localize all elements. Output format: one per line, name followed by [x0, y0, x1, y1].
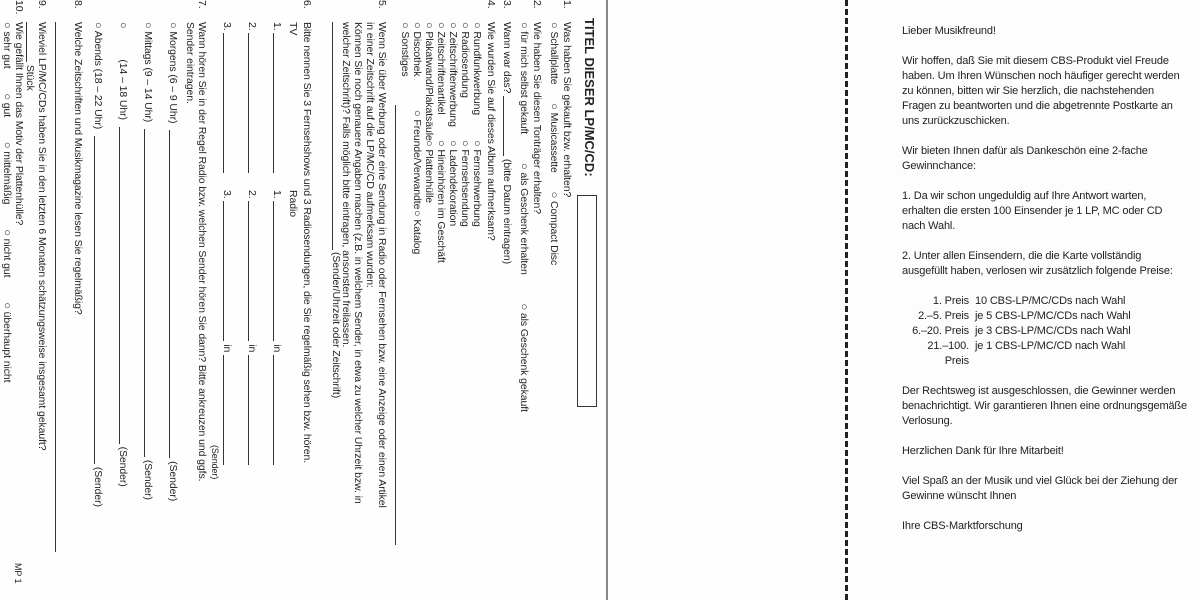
q10-text: Wie gefällt Ihnen das Motiv der Plattenhülle? — [13, 22, 25, 226]
q4-option-5[interactable]: ○ Zeitschriftenwerbung — [447, 22, 459, 127]
questionnaire-title: TITEL DIESER LP/MC/CD: — [582, 18, 597, 177]
q2-option-3[interactable]: ○ als Geschenk gekauft — [518, 303, 530, 412]
q3-hint: (bitte Datum eintragen) — [501, 158, 513, 265]
q4-option-1[interactable]: ○ Rundfunkwerbung — [471, 22, 483, 116]
q2-option-2[interactable]: ○ als Geschenk erhalten — [518, 162, 530, 275]
q6-radio-3[interactable]: 3. in — [220, 190, 233, 465]
q4-option-12[interactable]: ○ Freunde/Verwandte — [411, 110, 423, 210]
q4: 4.Wie wurden Sie auf dieses Album aufmerksam? — [485, 0, 497, 241]
q10-option-5[interactable]: ○ überhaupt nicht — [1, 302, 13, 383]
cover-letter — [902, 24, 1187, 549]
q4-option-8[interactable]: ○ Hineinhören im Geschäft — [435, 140, 447, 263]
q10-options — [0, 22, 13, 382]
q3-text: Wann war das? — [501, 22, 513, 94]
q4-option-11[interactable]: ○ Discothek — [411, 22, 423, 77]
q1-option-3[interactable]: ○ Compact Disc — [548, 191, 560, 266]
q1-option-1[interactable]: ○ Schallplatte — [548, 22, 560, 85]
q9: 9.Wieviel LP/MC/CDs haben Sie in den letzten 6 Monaten schätzungsweise insgesamt gekauft? — [36, 0, 48, 451]
q2-options — [517, 22, 530, 412]
q5-line-2: in einer Zeitschrift auf die LP/MC/CD aufmerksam wurden: — [364, 22, 376, 288]
q2: 2.Wie haben Sie diesen Tonträger erhalten? — [531, 0, 543, 214]
q2-text: Wie haben Sie diesen Tonträger erhalten? — [531, 22, 543, 214]
q8-entry-line[interactable] — [55, 22, 56, 552]
q7-slot-1[interactable]: ○ Morgens (6 – 9 Uhr) (Sender) — [167, 22, 179, 502]
q10-option-1[interactable]: ○ sehr gut — [1, 22, 13, 69]
q4-option-10[interactable]: ○ Plattenhülle — [423, 140, 435, 204]
q1-text: Was haben Sie gekauft bzw. erhalten? — [561, 22, 573, 198]
letter-signature: Ihre CBS-Marktforschung — [902, 520, 1023, 532]
q10-option-2[interactable]: ○ gut — [1, 93, 13, 118]
letter-chance-2: 2. Unter allen Einsendern, die die Karte vollständig ausgefüllt haben, verlosen wir zusätzlich folgende Preise: — [902, 250, 1173, 277]
q6-tv-1[interactable]: 1. — [270, 22, 283, 173]
q4-option-2[interactable]: ○ Fernsehwerbung — [471, 140, 483, 227]
q8-text: Welche Zeitschriften und Musikmagazine lesen Sie regelmäßig? — [72, 22, 84, 315]
q9-text: Wieviel LP/MC/CDs haben Sie in den letzten 6 Monaten schätzungsweise insgesamt gekauft? — [36, 22, 48, 451]
prize-row: 6.–20. Preis je 3 CBS-LP/MC/CDs nach Wahl — [912, 325, 1131, 337]
q6-tv-2[interactable]: 2. — [245, 22, 258, 173]
q7-line-2: Sender eintragen. — [184, 22, 196, 104]
q5-line-3: Können Sie noch genauere Angaben machen (z.B. in welchem Sender, in etwa zu welcher Uhrzeit bzw. in — [352, 22, 364, 504]
q6: 6.Bitte nennen Sie 3 Fernsehshows und 3 Radiosendungen, die Sie regelmäßig sehen bzw. hören. — [301, 0, 313, 464]
q3-date-field[interactable] — [503, 96, 513, 156]
q4-option-13[interactable]: ○ Katalog — [411, 210, 423, 255]
q6-text: Bitte nennen Sie 3 Fernsehshows und 3 Radiosendungen, die Sie regelmäßig sehen bzw. hören. — [301, 22, 313, 464]
letter-intro: Wir hoffen, daß Sie mit diesem CBS-Produkt viel Freude haben. Um Ihren Wünschen noch häufiger gerecht werden zu können, bitten wir Sie herzlich, die nachstehenden Fragen zu beantworten und die abgetrennte Postkarte an uns zurückzuschicken. — [902, 55, 1180, 127]
q7-slot-3[interactable]: ○ (14 – 18 Uhr) (Sender) — [117, 22, 129, 487]
q4-option-6[interactable]: ○ Ladendekoration — [447, 140, 459, 227]
q6-radio-1[interactable]: 1. in — [270, 190, 283, 465]
q4-other-line[interactable] — [395, 105, 396, 545]
prize-row: 21.–100. Preis je 1 CBS-LP/MC/CD nach Wahl — [927, 340, 1126, 367]
q7: 7.Wann hören Sie in der Regel Radio bzw. welchen Sender hören Sie dann? Bitte ankreuzen und ggfs. — [196, 0, 208, 482]
letter-offer: Wir bieten Ihnen dafür als Dankeschön eine 2-fache Gewinnchance: — [902, 145, 1148, 172]
fold-line — [606, 0, 608, 600]
title-entry-box[interactable] — [577, 195, 597, 407]
q1-option-2[interactable]: ○ Musicassette — [548, 103, 560, 173]
letter-wish: Viel Spaß an der Musik und viel Glück bei der Ziehung der Gewinne wünscht Ihnen — [902, 475, 1178, 502]
perforation-line — [845, 0, 848, 600]
q7-slot-2[interactable]: ○ Mittags (9 – 14 Uhr) (Sender) — [142, 22, 154, 500]
q8: 8.Welche Zeitschriften und Musikmagazine lesen Sie regelmäßig? — [72, 0, 84, 315]
prize-row: 1. Preis 10 CBS-LP/MC/CDs nach Wahl — [932, 295, 1126, 307]
q5-hint: (Sender/Uhrzeit oder Zeitschrift) — [330, 252, 342, 399]
prize-row: 2.–5. Preis je 5 CBS-LP/MC/CDs nach Wahl — [918, 310, 1131, 322]
letter-greeting: Lieber Musikfreund! — [902, 25, 996, 37]
letter-chance-1: 1. Da wir schon ungeduldig auf Ihre Antwort warten, erhalten die ersten 100 Einsender je 1 LP, MC oder CD nach Wahl. — [902, 190, 1163, 232]
q6-tv-3[interactable]: 3. — [220, 22, 233, 173]
q4-option-14[interactable]: ○ Sonstiges — [399, 22, 411, 77]
q5: 5.Wenn Sie über Werbung oder eine Sendung in Radio oder Fernsehen bzw. eine Anzeige oder einen Artikel — [376, 0, 388, 508]
q3: 3.Wann war das? (bitte Datum eintragen) — [501, 0, 513, 265]
q6-sender-hint: (Sender) — [210, 445, 220, 480]
q6-radio-2[interactable]: 2. in — [245, 190, 258, 465]
form-code: MP 1 — [13, 563, 23, 584]
q4-text: Wie wurden Sie auf dieses Album aufmerksam? — [485, 22, 497, 241]
letter-thanks: Herzlichen Dank für Ihre Mitarbeit! — [902, 445, 1064, 457]
q4-option-4[interactable]: ○ Fernsehsendung — [459, 140, 471, 227]
q4-option-9[interactable]: ○ Plakatwand/Plakatsäule — [423, 22, 435, 141]
q5-entry-line[interactable] — [332, 22, 333, 250]
q10-option-4[interactable]: ○ nicht gut — [1, 229, 13, 278]
q4-option-3[interactable]: ○ Radiosendung — [459, 22, 471, 98]
q10: 10.Wie gefällt Ihnen das Motiv der Plattenhülle? — [13, 0, 25, 226]
q1-options — [547, 22, 560, 265]
q9-count-field[interactable]: Stück — [23, 22, 36, 91]
q2-option-1[interactable]: ○ für mich selbst gekauft — [518, 22, 530, 135]
q5-line-4: welcher Zeitschrift)? Falls möglich bitte eintragen, ansonsten freilassen. — [340, 22, 352, 348]
q6-radio-label: Radio — [287, 190, 299, 217]
letter-legal: Der Rechtsweg ist ausgeschlossen, die Gewinner werden benachrichtigt. Wir garantieren Ihnen eine ordnungsgemäße Verlosung. — [902, 385, 1187, 427]
prize-list — [902, 294, 1187, 369]
q7-slot-4[interactable]: ○ Abends (18 – 22 Uhr) (Sender) — [92, 22, 104, 507]
q4-option-7[interactable]: ○ Zeitschriftenartikel — [435, 22, 447, 115]
q1: 1.Was haben Sie gekauft bzw. erhalten? — [561, 0, 573, 198]
q6-tv-label: TV — [287, 22, 299, 36]
q10-option-3[interactable]: ○ mittelmäßig — [1, 141, 13, 205]
